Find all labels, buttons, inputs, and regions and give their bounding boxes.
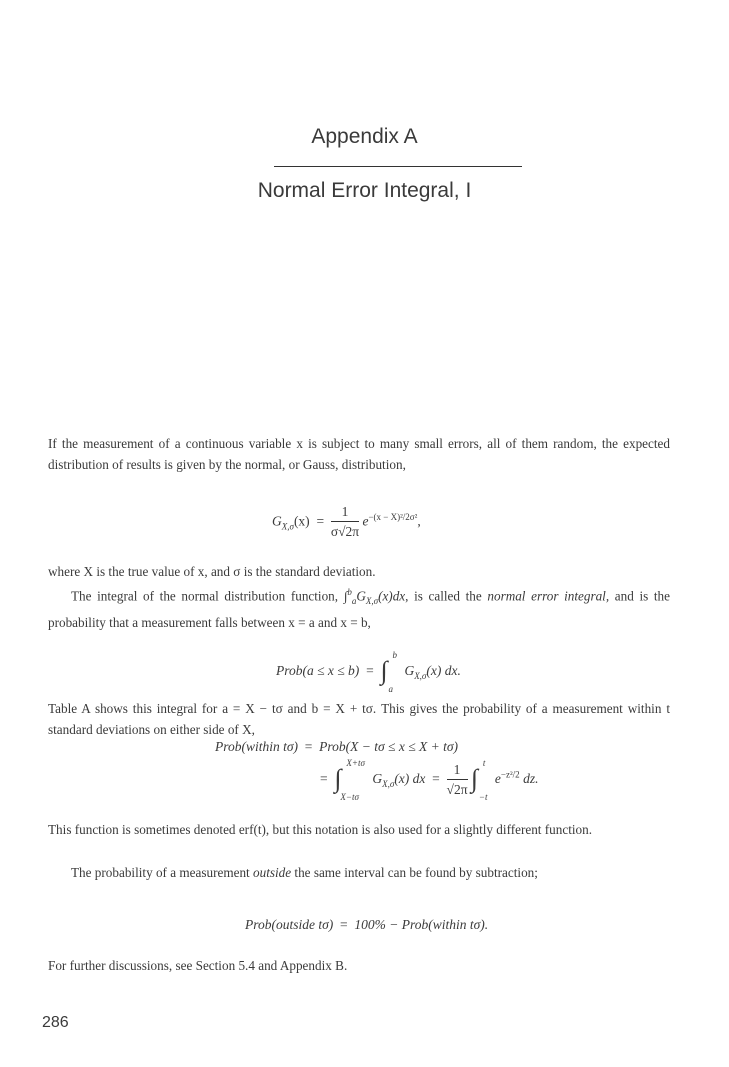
prob-ab-g: G — [404, 663, 415, 679]
gauss-num: 1 — [331, 503, 359, 522]
within-upper2: t — [482, 758, 486, 768]
inline-body: G — [356, 588, 366, 604]
appendix-label: Appendix A — [311, 125, 418, 148]
title-rule — [274, 166, 522, 167]
p3-a: The integral of the normal distribution function, — [71, 588, 344, 604]
within-eq-3: = — [432, 771, 440, 787]
paragraph-intro: If the measurement of a continuous variable x is subject to many small errors, all of them random, the expected distribution of results is given by the normal, or Gauss, distribution, — [48, 436, 670, 472]
within-fraction — [447, 761, 468, 800]
paragraph-table: Table A shows this integral for a = X − tσ and b = X + tσ. This gives the probability of a measurement within t standard deviations on either side of X, — [48, 701, 670, 737]
prob-ab-sub: X,σ — [414, 670, 427, 681]
prob-ab-lhs: Prob(a ≤ x ≤ b) — [276, 663, 360, 679]
equation-prob-ab — [276, 652, 461, 692]
page-number: 286 — [42, 1014, 69, 1031]
prob-ab-tail: (x) dx. — [426, 663, 461, 679]
within-lhs: Prob(within tσ) — [215, 739, 299, 754]
paragraph-outside — [48, 862, 670, 883]
outside-lhs: Prob(outside tσ) — [245, 917, 334, 932]
within-integral-2: ∫ t −t — [470, 758, 488, 802]
within-exp: −z²/2 — [500, 769, 520, 780]
equation-gauss — [272, 503, 421, 542]
p3-c: and is the probability that a measurement falls between x = a and x = b, — [48, 588, 670, 631]
gauss-exp: −(x − X)²/2σ² — [368, 512, 418, 523]
inline-sub: X,σ — [365, 596, 379, 607]
within-mid: (x) dx — [394, 771, 426, 787]
within-num: 1 — [447, 761, 468, 780]
prob-ab-eq: = — [366, 663, 374, 679]
page-title: Normal Error Integral, I — [257, 179, 472, 202]
gauss-comma: , — [417, 513, 421, 529]
gauss-eq: = — [316, 513, 325, 529]
equation-within-2 — [320, 760, 538, 800]
within-den: √2π — [446, 781, 468, 797]
inline-upper: b — [347, 587, 352, 597]
within-eq-1: = — [304, 739, 313, 754]
p6-b: the same interval can be found by subtraction; — [291, 865, 538, 880]
gauss-lhs: G — [272, 513, 282, 529]
gauss-fraction — [331, 503, 359, 542]
gauss-sub: X,σ — [281, 521, 294, 532]
within-g: G — [372, 771, 383, 787]
prob-ab-lower: a — [388, 684, 393, 694]
within-upper: X+tσ — [346, 758, 365, 768]
within-eq-2: = — [320, 771, 328, 787]
gauss-den: σ√2π — [330, 524, 360, 539]
within-lower: X−tσ — [340, 792, 359, 802]
inline-lower: a — [351, 596, 357, 607]
outside-eq: = — [340, 917, 348, 932]
prob-ab-integral: ∫ b a — [380, 650, 397, 694]
paragraph-integral — [48, 582, 670, 633]
within-e: e — [494, 771, 501, 787]
inline-integral: ∫ — [343, 588, 348, 604]
p3-em: normal error integral, — [487, 588, 610, 604]
equation-outside — [245, 917, 488, 933]
within-lower2: −t — [478, 792, 488, 802]
p6-a: The probability of a measurement — [71, 865, 253, 880]
gauss-arg: (x) — [293, 513, 310, 529]
within-sub: X,σ — [382, 778, 395, 789]
paragraph-where: where X is the true value of x, and σ is the standard deviation. — [48, 564, 376, 579]
within-tail: dz. — [523, 771, 539, 787]
prob-ab-upper: b — [392, 650, 397, 660]
outside-rhs: 100% − Prob(within tσ). — [354, 917, 489, 932]
paragraph-erf: This function is sometimes denoted erf(t), but this notation is also used for a slightly different function. — [48, 822, 593, 837]
inline-tail: (x)dx — [378, 588, 406, 604]
within-integral-1: ∫ X+tσ X−tσ — [334, 758, 365, 802]
p3-b: , is called the — [405, 588, 488, 604]
within-rhs1: Prob(X − tσ ≤ x ≤ X + tσ) — [319, 739, 458, 754]
gauss-e: e — [362, 513, 369, 529]
paragraph-further: For further discussions, see Section 5.4 and Appendix B. — [48, 958, 348, 973]
p6-em: outside — [253, 865, 292, 880]
equation-within-1 — [215, 739, 458, 755]
